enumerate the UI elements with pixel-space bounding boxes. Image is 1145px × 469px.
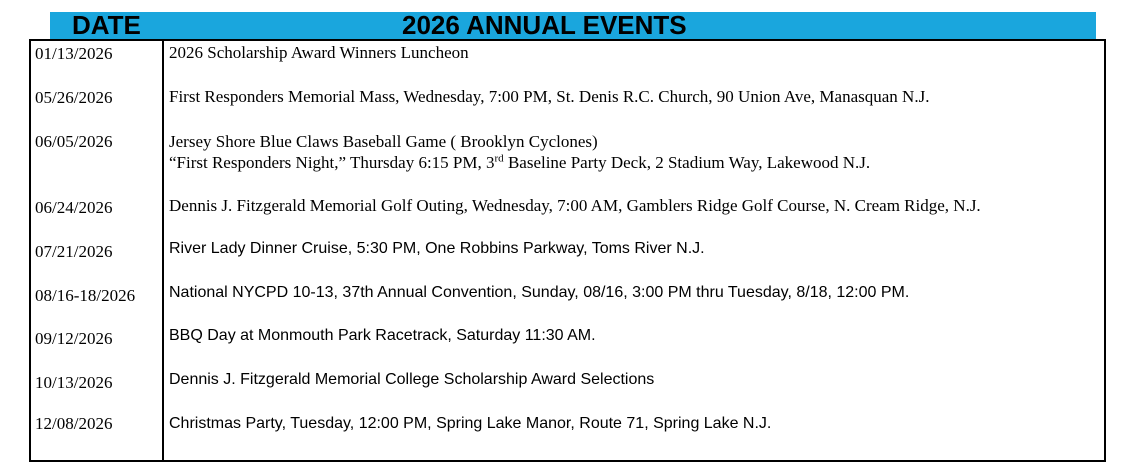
row-date: 06/24/2026 bbox=[35, 198, 113, 217]
row-date: 08/16-18/2026 bbox=[35, 286, 136, 305]
row-event: Jersey Shore Blue Claws Baseball Game ( Brooklyn Cyclones) bbox=[169, 132, 598, 151]
row-event: National NYCPD 10-13, 37th Annual Convention, Sunday, 08/16, 3:00 PM thru Tuesday, 8/18, 12:00 PM. bbox=[169, 284, 910, 301]
row-date: 07/21/2026 bbox=[35, 242, 113, 261]
page-title: 2026 ANNUAL EVENTS bbox=[402, 10, 687, 40]
row-date: 06/05/2026 bbox=[35, 132, 113, 151]
row-event: River Lady Dinner Cruise, 5:30 PM, One Robbins Parkway, Toms River N.J. bbox=[169, 240, 705, 257]
row-event: 2026 Scholarship Award Winners Luncheon bbox=[169, 43, 469, 62]
row-event: Dennis J. Fitzgerald Memorial College Scholarship Award Selections bbox=[169, 371, 655, 388]
row-date: 12/08/2026 bbox=[35, 414, 113, 433]
row-date: 01/13/2026 bbox=[35, 44, 113, 63]
row-date: 05/26/2026 bbox=[35, 88, 113, 107]
row-event: BBQ Day at Monmouth Park Racetrack, Saturday 11:30 AM. bbox=[169, 327, 596, 344]
row-date: 10/13/2026 bbox=[35, 373, 113, 392]
date-column-header: DATE bbox=[72, 10, 141, 40]
row-event: First Responders Memorial Mass, Wednesday, 7:00 PM, St. Denis R.C. Church, 90 Union Ave, Manasquan N.J. bbox=[169, 87, 930, 106]
row-event-line2: “First Responders Night,” Thursday 6:15 PM, 3rd Baseline Party Deck, 2 Stadium Way, Lakewood N.J. bbox=[169, 152, 871, 172]
column-divider bbox=[162, 39, 164, 462]
row-event: Dennis J. Fitzgerald Memorial Golf Outing, Wednesday, 7:00 AM, Gamblers Ridge Golf Course, N. Cream Ridge, N.J. bbox=[169, 196, 981, 215]
row-event: Christmas Party, Tuesday, 12:00 PM, Spring Lake Manor, Route 71, Spring Lake N.J. bbox=[169, 415, 772, 432]
row-date: 09/12/2026 bbox=[35, 329, 113, 348]
